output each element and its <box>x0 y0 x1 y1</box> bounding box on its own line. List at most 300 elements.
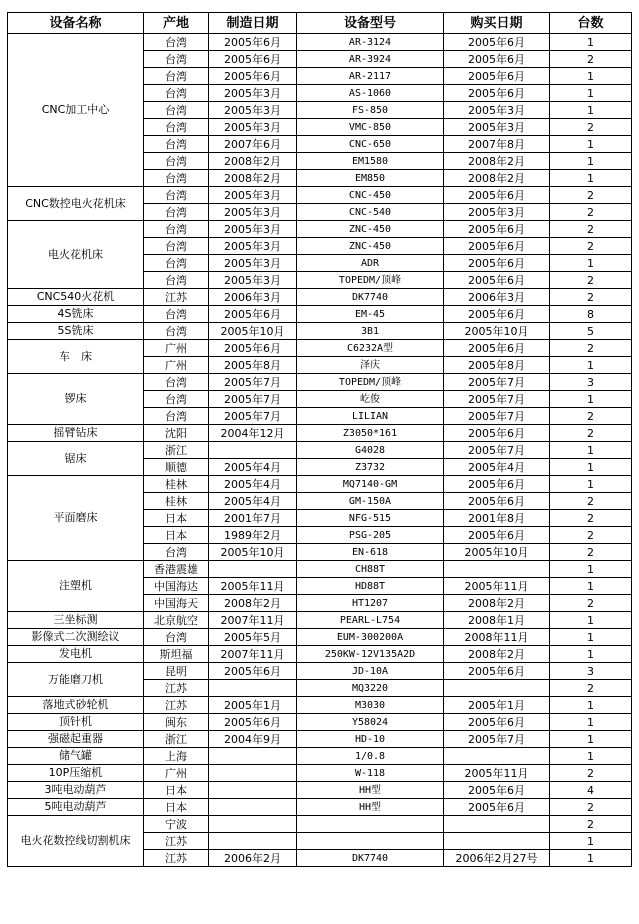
origin-cell: 顺德 <box>144 459 209 476</box>
model-cell <box>297 833 444 850</box>
manufacture-date-cell <box>209 765 297 782</box>
equipment-name-cell: 影像式二次测绘议 <box>8 629 144 646</box>
purchase-date-cell: 2008年1月 <box>444 612 550 629</box>
header-cell: 购买日期 <box>444 13 550 34</box>
table-row <box>8 425 632 442</box>
header-cell: 制造日期 <box>209 13 297 34</box>
quantity-cell: 2 <box>550 595 632 612</box>
equipment-name-cell: 3吨电动葫芦 <box>8 782 144 799</box>
purchase-date-cell: 2006年2月27号 <box>444 850 550 867</box>
purchase-date-cell <box>444 748 550 765</box>
origin-cell: 台湾 <box>144 85 209 102</box>
purchase-date-cell: 2005年6月 <box>444 340 550 357</box>
header-row <box>8 13 632 34</box>
origin-cell: 台湾 <box>144 374 209 391</box>
quantity-cell: 1 <box>550 459 632 476</box>
model-cell: 泽庆 <box>297 357 444 374</box>
model-cell: W-118 <box>297 765 444 782</box>
equipment-name-cell: CNC加工中心 <box>8 34 144 187</box>
model-cell: 屹俊 <box>297 391 444 408</box>
purchase-date-cell: 2005年11月 <box>444 765 550 782</box>
manufacture-date-cell: 2004年9月 <box>209 731 297 748</box>
equipment-name-cell: 电火花数控线切割机床 <box>8 816 144 867</box>
purchase-date-cell: 2005年7月 <box>444 391 550 408</box>
equipment-name-cell: 锯床 <box>8 442 144 476</box>
model-cell: Y58024 <box>297 714 444 731</box>
manufacture-date-cell: 2005年7月 <box>209 391 297 408</box>
model-cell: ADR <box>297 255 444 272</box>
purchase-date-cell: 2008年2月 <box>444 595 550 612</box>
manufacture-date-cell: 2005年11月 <box>209 578 297 595</box>
quantity-cell: 1 <box>550 578 632 595</box>
quantity-cell: 5 <box>550 323 632 340</box>
header-cell: 设备型号 <box>297 13 444 34</box>
origin-cell: 浙江 <box>144 442 209 459</box>
quantity-cell: 2 <box>550 221 632 238</box>
header-cell: 产地 <box>144 13 209 34</box>
manufacture-date-cell: 2005年7月 <box>209 408 297 425</box>
origin-cell: 闽东 <box>144 714 209 731</box>
quantity-cell: 4 <box>550 782 632 799</box>
manufacture-date-cell <box>209 442 297 459</box>
purchase-date-cell: 2005年6月 <box>444 476 550 493</box>
quantity-cell: 2 <box>550 204 632 221</box>
table-row <box>8 289 632 306</box>
quantity-cell: 2 <box>550 680 632 697</box>
equipment-name-cell: 顶针机 <box>8 714 144 731</box>
equipment-name-cell: 万能磨刀机 <box>8 663 144 697</box>
origin-cell: 台湾 <box>144 119 209 136</box>
origin-cell: 台湾 <box>144 68 209 85</box>
manufacture-date-cell: 2005年4月 <box>209 493 297 510</box>
equipment-name-cell: 5S铣床 <box>8 323 144 340</box>
model-cell: M3030 <box>297 697 444 714</box>
manufacture-date-cell: 2005年6月 <box>209 68 297 85</box>
quantity-cell: 1 <box>550 85 632 102</box>
quantity-cell: 1 <box>550 68 632 85</box>
equipment-name-cell: 车 床 <box>8 340 144 374</box>
purchase-date-cell: 2005年7月 <box>444 408 550 425</box>
quantity-cell: 2 <box>550 425 632 442</box>
table-row <box>8 34 632 51</box>
table-row <box>8 663 632 680</box>
purchase-date-cell: 2005年6月 <box>444 799 550 816</box>
manufacture-date-cell: 2007年6月 <box>209 136 297 153</box>
origin-cell: 香港震雄 <box>144 561 209 578</box>
origin-cell: 台湾 <box>144 187 209 204</box>
purchase-date-cell: 2006年3月 <box>444 289 550 306</box>
origin-cell: 中国海天 <box>144 595 209 612</box>
manufacture-date-cell <box>209 748 297 765</box>
origin-cell: 江苏 <box>144 850 209 867</box>
manufacture-date-cell: 2005年3月 <box>209 255 297 272</box>
origin-cell: 上海 <box>144 748 209 765</box>
model-cell: G4028 <box>297 442 444 459</box>
origin-cell: 江苏 <box>144 289 209 306</box>
purchase-date-cell <box>444 680 550 697</box>
table-row <box>8 816 632 833</box>
manufacture-date-cell: 2005年6月 <box>209 306 297 323</box>
manufacture-date-cell: 2005年3月 <box>209 204 297 221</box>
model-cell: MQ3220 <box>297 680 444 697</box>
quantity-cell: 2 <box>550 544 632 561</box>
quantity-cell: 1 <box>550 136 632 153</box>
purchase-date-cell <box>444 833 550 850</box>
quantity-cell: 2 <box>550 187 632 204</box>
origin-cell: 台湾 <box>144 408 209 425</box>
equipment-name-cell: 摇臂钻床 <box>8 425 144 442</box>
equipment-name-cell: 注塑机 <box>8 561 144 612</box>
purchase-date-cell: 2008年2月 <box>444 170 550 187</box>
quantity-cell: 2 <box>550 510 632 527</box>
origin-cell: 台湾 <box>144 238 209 255</box>
manufacture-date-cell: 2005年6月 <box>209 714 297 731</box>
quantity-cell: 1 <box>550 612 632 629</box>
quantity-cell: 1 <box>550 255 632 272</box>
model-cell: NFG-515 <box>297 510 444 527</box>
manufacture-date-cell <box>209 561 297 578</box>
origin-cell: 沈阳 <box>144 425 209 442</box>
purchase-date-cell: 2005年7月 <box>444 374 550 391</box>
quantity-cell: 2 <box>550 51 632 68</box>
model-cell: CNC-650 <box>297 136 444 153</box>
manufacture-date-cell: 2008年2月 <box>209 595 297 612</box>
purchase-date-cell: 2008年2月 <box>444 646 550 663</box>
equipment-name-cell: 10P压缩机 <box>8 765 144 782</box>
model-cell: VMC-850 <box>297 119 444 136</box>
manufacture-date-cell <box>209 782 297 799</box>
model-cell: HD88T <box>297 578 444 595</box>
purchase-date-cell: 2005年6月 <box>444 493 550 510</box>
table-row <box>8 799 632 816</box>
table-body <box>8 34 632 867</box>
table-row <box>8 782 632 799</box>
origin-cell: 台湾 <box>144 544 209 561</box>
quantity-cell: 1 <box>550 714 632 731</box>
quantity-cell: 2 <box>550 527 632 544</box>
manufacture-date-cell: 1989年2月 <box>209 527 297 544</box>
manufacture-date-cell: 2005年6月 <box>209 34 297 51</box>
quantity-cell: 1 <box>550 697 632 714</box>
purchase-date-cell: 2005年6月 <box>444 255 550 272</box>
quantity-cell: 1 <box>550 391 632 408</box>
origin-cell: 日本 <box>144 510 209 527</box>
model-cell: 3B1 <box>297 323 444 340</box>
quantity-cell: 1 <box>550 629 632 646</box>
origin-cell: 台湾 <box>144 629 209 646</box>
quantity-cell: 1 <box>550 561 632 578</box>
origin-cell: 台湾 <box>144 170 209 187</box>
table-row <box>8 646 632 663</box>
table-row <box>8 476 632 493</box>
table-row <box>8 714 632 731</box>
origin-cell: 桂林 <box>144 476 209 493</box>
manufacture-date-cell <box>209 799 297 816</box>
quantity-cell: 2 <box>550 816 632 833</box>
purchase-date-cell: 2005年6月 <box>444 527 550 544</box>
model-cell: JD-10A <box>297 663 444 680</box>
table-row <box>8 374 632 391</box>
purchase-date-cell: 2005年10月 <box>444 544 550 561</box>
manufacture-date-cell: 2005年4月 <box>209 476 297 493</box>
model-cell: EM1580 <box>297 153 444 170</box>
quantity-cell: 2 <box>550 119 632 136</box>
model-cell: ZNC-450 <box>297 238 444 255</box>
model-cell: TOPEDM/顶峰 <box>297 374 444 391</box>
purchase-date-cell: 2005年6月 <box>444 221 550 238</box>
manufacture-date-cell: 2001年7月 <box>209 510 297 527</box>
origin-cell: 台湾 <box>144 34 209 51</box>
quantity-cell: 1 <box>550 34 632 51</box>
manufacture-date-cell: 2005年3月 <box>209 221 297 238</box>
origin-cell: 北京航空 <box>144 612 209 629</box>
manufacture-date-cell: 2005年3月 <box>209 238 297 255</box>
manufacture-date-cell: 2006年2月 <box>209 850 297 867</box>
manufacture-date-cell: 2005年8月 <box>209 357 297 374</box>
purchase-date-cell: 2005年4月 <box>444 459 550 476</box>
table-row <box>8 221 632 238</box>
model-cell <box>297 816 444 833</box>
model-cell: EN-618 <box>297 544 444 561</box>
origin-cell: 江苏 <box>144 833 209 850</box>
origin-cell: 广州 <box>144 340 209 357</box>
quantity-cell: 3 <box>550 663 632 680</box>
purchase-date-cell: 2005年11月 <box>444 578 550 595</box>
manufacture-date-cell <box>209 833 297 850</box>
model-cell: CNC-540 <box>297 204 444 221</box>
purchase-date-cell: 2008年11月 <box>444 629 550 646</box>
manufacture-date-cell: 2007年11月 <box>209 612 297 629</box>
quantity-cell: 2 <box>550 765 632 782</box>
origin-cell: 日本 <box>144 527 209 544</box>
origin-cell: 台湾 <box>144 255 209 272</box>
quantity-cell: 1 <box>550 646 632 663</box>
manufacture-date-cell: 2005年3月 <box>209 102 297 119</box>
purchase-date-cell: 2005年6月 <box>444 238 550 255</box>
quantity-cell: 1 <box>550 833 632 850</box>
origin-cell: 浙江 <box>144 731 209 748</box>
origin-cell: 台湾 <box>144 51 209 68</box>
quantity-cell: 3 <box>550 374 632 391</box>
model-cell: EUM-300200A <box>297 629 444 646</box>
purchase-date-cell: 2005年6月 <box>444 85 550 102</box>
quantity-cell: 8 <box>550 306 632 323</box>
equipment-name-cell: 5吨电动葫芦 <box>8 799 144 816</box>
origin-cell: 台湾 <box>144 306 209 323</box>
table-row <box>8 765 632 782</box>
origin-cell: 台湾 <box>144 391 209 408</box>
purchase-date-cell: 2005年1月 <box>444 697 550 714</box>
quantity-cell: 1 <box>550 731 632 748</box>
purchase-date-cell: 2005年6月 <box>444 306 550 323</box>
origin-cell: 台湾 <box>144 153 209 170</box>
purchase-date-cell: 2005年8月 <box>444 357 550 374</box>
origin-cell: 广州 <box>144 357 209 374</box>
origin-cell: 广州 <box>144 765 209 782</box>
equipment-name-cell: CNC540火花机 <box>8 289 144 306</box>
purchase-date-cell: 2005年10月 <box>444 323 550 340</box>
model-cell: C6232A型 <box>297 340 444 357</box>
quantity-cell: 1 <box>550 476 632 493</box>
manufacture-date-cell: 2005年6月 <box>209 51 297 68</box>
model-cell: Z3732 <box>297 459 444 476</box>
table-row <box>8 629 632 646</box>
manufacture-date-cell: 2006年3月 <box>209 289 297 306</box>
quantity-cell: 2 <box>550 799 632 816</box>
purchase-date-cell: 2005年7月 <box>444 731 550 748</box>
purchase-date-cell: 2007年8月 <box>444 136 550 153</box>
manufacture-date-cell: 2005年6月 <box>209 663 297 680</box>
table-row <box>8 323 632 340</box>
equipment-table <box>7 12 632 867</box>
manufacture-date-cell: 2008年2月 <box>209 170 297 187</box>
origin-cell: 台湾 <box>144 204 209 221</box>
header-cell: 设备名称 <box>8 13 144 34</box>
purchase-date-cell: 2005年6月 <box>444 425 550 442</box>
quantity-cell: 2 <box>550 289 632 306</box>
manufacture-date-cell: 2005年1月 <box>209 697 297 714</box>
equipment-name-cell: CNC数控电火花机床 <box>8 187 144 221</box>
quantity-cell: 2 <box>550 238 632 255</box>
model-cell: TOPEDM/顶峰 <box>297 272 444 289</box>
purchase-date-cell: 2005年6月 <box>444 68 550 85</box>
purchase-date-cell: 2005年6月 <box>444 51 550 68</box>
table-row <box>8 306 632 323</box>
table-row <box>8 561 632 578</box>
table-row <box>8 697 632 714</box>
manufacture-date-cell: 2005年3月 <box>209 187 297 204</box>
equipment-name-cell: 发电机 <box>8 646 144 663</box>
quantity-cell: 2 <box>550 493 632 510</box>
model-cell: DK7740 <box>297 289 444 306</box>
manufacture-date-cell <box>209 816 297 833</box>
table-row <box>8 612 632 629</box>
header-cell: 台数 <box>550 13 632 34</box>
table-row <box>8 442 632 459</box>
model-cell: FS-850 <box>297 102 444 119</box>
table-row <box>8 748 632 765</box>
origin-cell: 日本 <box>144 799 209 816</box>
quantity-cell: 1 <box>550 153 632 170</box>
purchase-date-cell: 2005年6月 <box>444 187 550 204</box>
origin-cell: 昆明 <box>144 663 209 680</box>
quantity-cell: 1 <box>550 357 632 374</box>
quantity-cell: 2 <box>550 408 632 425</box>
manufacture-date-cell: 2008年2月 <box>209 153 297 170</box>
model-cell: AR-3124 <box>297 34 444 51</box>
origin-cell: 台湾 <box>144 272 209 289</box>
purchase-date-cell: 2001年8月 <box>444 510 550 527</box>
equipment-name-cell: 电火花机床 <box>8 221 144 289</box>
model-cell: ZNC-450 <box>297 221 444 238</box>
manufacture-date-cell: 2007年11月 <box>209 646 297 663</box>
model-cell: HT1207 <box>297 595 444 612</box>
model-cell: AR-3924 <box>297 51 444 68</box>
model-cell: AS-1060 <box>297 85 444 102</box>
equipment-name-cell: 强磁起重器 <box>8 731 144 748</box>
model-cell: EM850 <box>297 170 444 187</box>
quantity-cell: 2 <box>550 340 632 357</box>
origin-cell: 台湾 <box>144 221 209 238</box>
equipment-name-cell: 平面磨床 <box>8 476 144 561</box>
table-row <box>8 731 632 748</box>
model-cell: LILIAN <box>297 408 444 425</box>
model-cell: CNC-450 <box>297 187 444 204</box>
origin-cell: 台湾 <box>144 323 209 340</box>
purchase-date-cell: 2005年3月 <box>444 102 550 119</box>
quantity-cell: 1 <box>550 748 632 765</box>
model-cell: 1/0.8 <box>297 748 444 765</box>
purchase-date-cell: 2005年6月 <box>444 663 550 680</box>
origin-cell: 斯坦福 <box>144 646 209 663</box>
equipment-name-cell: 落地式砂轮机 <box>8 697 144 714</box>
manufacture-date-cell: 2005年3月 <box>209 119 297 136</box>
purchase-date-cell: 2005年3月 <box>444 119 550 136</box>
quantity-cell: 2 <box>550 272 632 289</box>
manufacture-date-cell: 2005年5月 <box>209 629 297 646</box>
quantity-cell: 1 <box>550 102 632 119</box>
manufacture-date-cell: 2005年10月 <box>209 323 297 340</box>
purchase-date-cell <box>444 561 550 578</box>
model-cell: PEARL-L754 <box>297 612 444 629</box>
quantity-cell: 1 <box>550 850 632 867</box>
purchase-date-cell: 2005年6月 <box>444 714 550 731</box>
model-cell: HH型 <box>297 799 444 816</box>
purchase-date-cell: 2005年7月 <box>444 442 550 459</box>
manufacture-date-cell: 2005年4月 <box>209 459 297 476</box>
quantity-cell: 1 <box>550 170 632 187</box>
model-cell: PSG-205 <box>297 527 444 544</box>
origin-cell: 中国海达 <box>144 578 209 595</box>
purchase-date-cell: 2005年6月 <box>444 272 550 289</box>
origin-cell: 宁波 <box>144 816 209 833</box>
origin-cell: 台湾 <box>144 102 209 119</box>
quantity-cell: 1 <box>550 442 632 459</box>
manufacture-date-cell: 2005年6月 <box>209 340 297 357</box>
table-row <box>8 187 632 204</box>
equipment-name-cell: 锣床 <box>8 374 144 425</box>
origin-cell: 台湾 <box>144 136 209 153</box>
purchase-date-cell: 2005年3月 <box>444 204 550 221</box>
equipment-name-cell: 储气罐 <box>8 748 144 765</box>
model-cell: 250KW-12V135A2D <box>297 646 444 663</box>
purchase-date-cell: 2005年6月 <box>444 34 550 51</box>
purchase-date-cell: 2005年6月 <box>444 782 550 799</box>
equipment-name-cell: 4S铣床 <box>8 306 144 323</box>
model-cell: EM-45 <box>297 306 444 323</box>
purchase-date-cell: 2008年2月 <box>444 153 550 170</box>
origin-cell: 江苏 <box>144 697 209 714</box>
manufacture-date-cell: 2005年7月 <box>209 374 297 391</box>
manufacture-date-cell: 2005年10月 <box>209 544 297 561</box>
model-cell: GM-150A <box>297 493 444 510</box>
model-cell: MQ7140-GM <box>297 476 444 493</box>
model-cell: HD-10 <box>297 731 444 748</box>
model-cell: AR-2117 <box>297 68 444 85</box>
manufacture-date-cell: 2004年12月 <box>209 425 297 442</box>
manufacture-date-cell: 2005年3月 <box>209 85 297 102</box>
origin-cell: 江苏 <box>144 680 209 697</box>
equipment-name-cell: 三坐标测 <box>8 612 144 629</box>
origin-cell: 日本 <box>144 782 209 799</box>
model-cell: DK7740 <box>297 850 444 867</box>
manufacture-date-cell: 2005年3月 <box>209 272 297 289</box>
origin-cell: 桂林 <box>144 493 209 510</box>
model-cell: Z3050*161 <box>297 425 444 442</box>
model-cell: CH88T <box>297 561 444 578</box>
purchase-date-cell <box>444 816 550 833</box>
manufacture-date-cell <box>209 680 297 697</box>
